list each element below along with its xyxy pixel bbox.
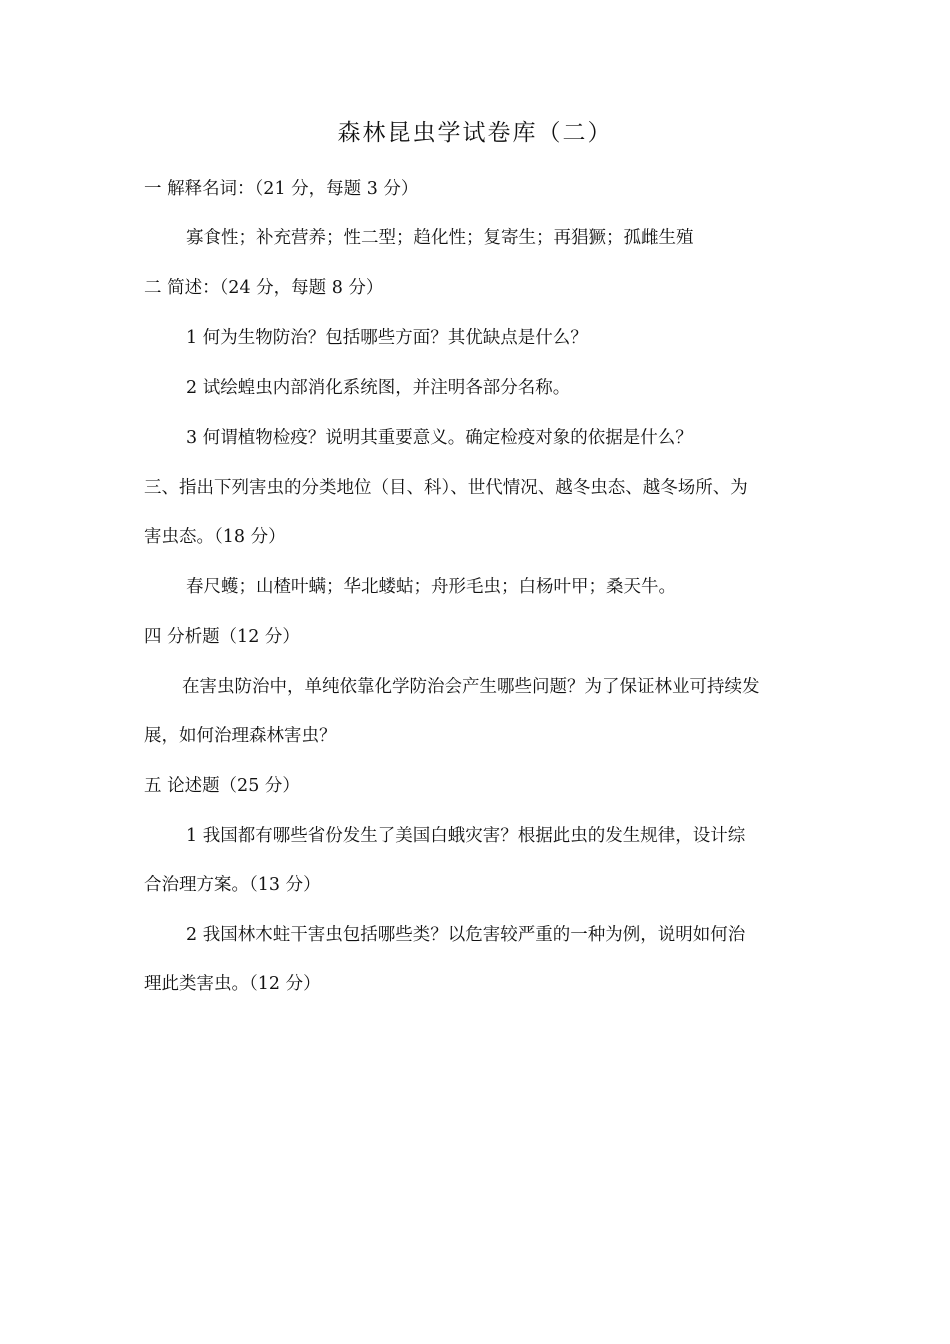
section-3-pest-list: 春尺蠖；山楂叶螨；华北蝼蛄；舟形毛虫；白杨叶甲；桑天牛。: [186, 577, 676, 597]
section-2-question-3: 3 何谓植物检疫？说明其重要意义。确定检疫对象的依据是什么？: [186, 428, 693, 448]
section-5-question-1-line-1: 1 我国都有哪些省份发生了美国白蛾灾害？根据此虫的发生规律，设计综: [186, 826, 746, 846]
section-5-question-1-line-2: 合治理方案。（13 分）: [144, 875, 321, 895]
section-4-heading: 四 分析题（12 分）: [144, 627, 300, 647]
page-title: 森林昆虫学试卷库（二）: [337, 120, 613, 146]
section-2-question-2: 2 试绘蝗虫内部消化系统图，并注明各部分名称。: [186, 378, 571, 398]
section-1-heading: 一 解释名词：（21 分，每题 3 分）: [144, 179, 419, 199]
section-5-heading: 五 论述题（25 分）: [144, 776, 300, 796]
section-3-heading-line-1: 三、指出下列害虫的分类地位（目、科）、世代情况、越冬虫态、越冬场所、为: [144, 478, 748, 498]
section-4-question-line-2: 展，如何治理森林害虫？: [144, 726, 337, 746]
section-4-question-line-1: 在害虫防治中，单纯依靠化学防治会产生哪些问题？为了保证林业可持续发: [182, 677, 760, 697]
section-2-heading: 二 简述：（24 分，每题 8 分）: [144, 278, 384, 298]
section-5-question-2-line-2: 理此类害虫。（12 分）: [144, 974, 321, 994]
section-3-heading-line-2: 害虫态。（18 分）: [144, 527, 286, 547]
section-1-terms: 寡食性；补充营养；性二型；趋化性；复寄生；再猖獗；孤雌生殖: [186, 228, 694, 248]
section-2-question-1: 1 何为生物防治？包括哪些方面？其优缺点是什么？: [186, 328, 588, 348]
section-5-question-2-line-1: 2 我国林木蛀干害虫包括哪些类？以危害较严重的一种为例，说明如何治: [186, 925, 746, 945]
